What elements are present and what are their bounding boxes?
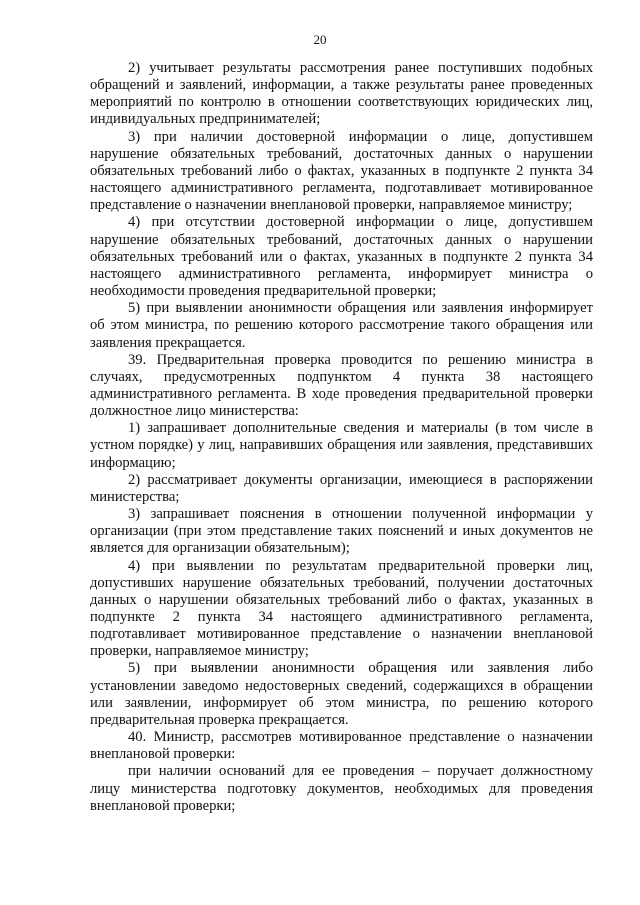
paragraph-39-item-5: 5) при выявлении анонимности обращения или заявления либо установлении заведомо недостоверных сведений, содержащихся в обращении или заявлении, информирует об этом министра, по решению которого предварительная проверка прекращается. [90, 660, 593, 728]
page-number: 20 [313, 32, 327, 47]
paragraph-39: 39. Предварительная проверка проводится по решению министра в случаях, предусмотренных подпунктом 4 пункта 38 настоящего административного регламента. В ходе проведения предварительной проверки должностное лицо министерства: [90, 351, 593, 420]
paragraph-40-item-1: при наличии оснований для ее проведения – поручает должностному лицу министерства подготовку документов, необходимых для проведения внеплановой проверки; [90, 763, 593, 814]
paragraph-39-item-1: 1) запрашивает дополнительные сведения и материалы (в том числе в устном порядке) у лиц, направивших обращения или заявления, представивших информацию; [90, 420, 593, 471]
paragraph-38-item-5: 5) при выявлении анонимности обращения или заявления информирует об этом министра, по решению которого рассмотрение такого обращения или заявления прекращается. [90, 300, 593, 351]
paragraph-39-item-3: 3) запрашивает пояснения в отношении полученной информации у организации (при этом представление таких пояснений и иных документов не является для организации обязательным); [90, 506, 593, 557]
document-body [90, 60, 593, 815]
paragraph-39-item-4: 4) при выявлении по результатам предварительной проверки лиц, допустивших нарушение обязательных требований, получении достаточных данных о нарушении обязательных требований либо о фактах, указанных в подпункте 2 пункта 34 настоящего административного регламента, подготавливает мотивированное представление о назначении внеплановой проверки, направляемое министру; [90, 557, 593, 660]
paragraph-38-item-3: 3) при наличии достоверной информации о лице, допустившем нарушение обязательных требований, достаточных данных о нарушении обязательных требований либо о фактах, указанных в подпункте 2 пункта 34 настоящего административного регламента, подготавливает мотивированное представление о назначении внеплановой проверки, направляемое министру; [90, 128, 593, 214]
paragraph-40: 40. Министр, рассмотрев мотивированное представление о назначении внеплановой проверки: [90, 729, 593, 763]
paragraph-38-item-2: 2) учитывает результаты рассмотрения ранее поступивших подобных обращений и заявлений, информации, а также результаты ранее проведенных мероприятий по контролю в отношении соответствующих юридических лиц, индивидуальных предпринимателей; [90, 60, 593, 128]
paragraph-38-item-4: 4) при отсутствии достоверной информации о лице, допустившем нарушение обязательных требований, достаточных данных о нарушении обязательных требований или о фактах, указанных в подпункте 2 пункта 34 настоящего административного регламента, информирует министра о необходимости проведения предварительной проверки; [90, 214, 593, 300]
paragraph-39-item-2: 2) рассматривает документы организации, имеющиеся в распоряжении министерства; [90, 471, 593, 505]
